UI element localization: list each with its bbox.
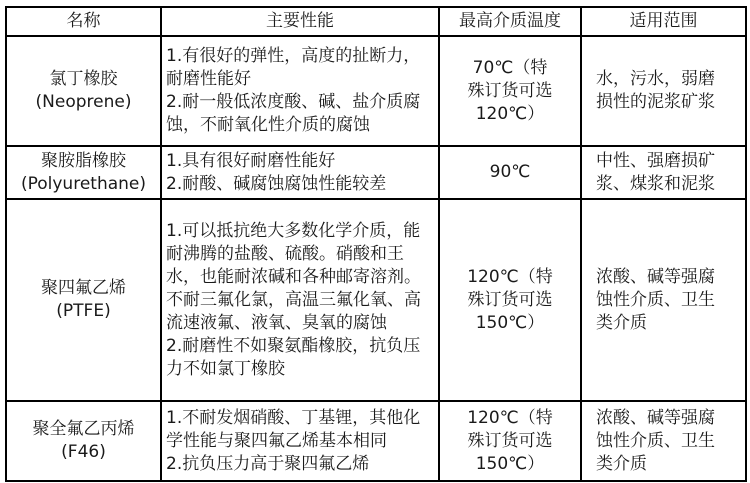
material-name-cell [6,36,161,146]
scope-value: 浓酸、碱等强腐蚀性介质、卫生类介质 [596,407,715,474]
table-row [6,199,746,401]
property-item: 1.有很好的弹性，高度的扯断力，耐磨性能好 [166,46,421,89]
scope-value: 中性、强磨损矿浆、煤浆和泥浆 [596,150,715,194]
scope-cell [581,36,746,146]
max-temp-value: 90℃ [489,162,531,182]
header-max-temp: 最高介质温度 [439,7,581,36]
material-name: 聚四氟乙烯 [41,278,126,298]
material-properties-cell [161,401,439,481]
max-temp-value: 70℃（特殊订货可选120℃） [467,57,553,124]
scope-value: 浓酸、碱等强腐蚀性介质、卫生类介质 [596,266,715,333]
material-properties-cell [161,146,439,199]
material-name-cell [6,146,161,199]
property-item: 1.不耐发烟硝酸、丁基锂，其他化学性能与聚四氟乙烯基本相同 [166,407,421,451]
max-temp-cell [439,36,581,146]
max-temp-value: 120℃（特殊订货可选150℃） [467,407,553,474]
max-temp-cell [439,401,581,481]
table-header-row [6,7,746,36]
scope-value: 水，污水，弱磨损性的泥浆矿浆 [596,69,715,112]
property-item: 1.具有很好耐磨性能好 [166,150,336,171]
max-temp-cell [439,199,581,401]
material-name-cell [6,199,161,401]
scope-cell [581,401,746,481]
material-name: 聚全氟乙丙烯 [32,419,135,439]
material-properties-cell [161,36,439,146]
material-name: 聚胺脂橡胶 [41,150,126,171]
property-item: 2.耐酸、碱腐蚀腐蚀性能较差 [166,173,387,194]
material-alias: (PTFE) [56,301,111,321]
table-row [6,146,746,199]
property-item: 2.耐磨性不如聚氨酯橡胶，抗负压力不如氯丁橡胶 [166,335,421,379]
property-item: 2.抗负压力高于聚四氟乙烯 [166,453,370,474]
property-item: 1.可以抵抗绝大多数化学介质，能耐沸腾的盐酸、硫酸。硝酸和王水，也能耐浓碱和各种邮寄溶剂。不耐三氟化氯，高温三氟化氧、高流速液氟、液氧、臭氧的腐蚀 [166,220,421,333]
material-name-cell [6,401,161,481]
max-temp-cell [439,146,581,199]
header-name: 名称 [6,7,161,36]
table-row [6,36,746,146]
scope-cell [581,146,746,199]
material-alias: (F46) [61,442,106,462]
table-row [6,401,746,481]
property-item: 2.耐一般低浓度酸、碱、盐介质腐蚀，不耐氧化性介质的腐蚀 [166,92,421,135]
header-properties: 主要性能 [161,7,439,36]
material-properties-cell [161,199,439,401]
header-scope: 适用范围 [581,7,746,36]
material-name: 氯丁橡胶 [49,69,118,89]
max-temp-value: 120℃（特殊订货可选150℃） [467,266,553,333]
scope-cell [581,199,746,401]
material-spec-table [5,6,747,482]
material-alias: (Polyurethane) [20,173,147,194]
material-alias: (Neoprene) [35,92,132,112]
